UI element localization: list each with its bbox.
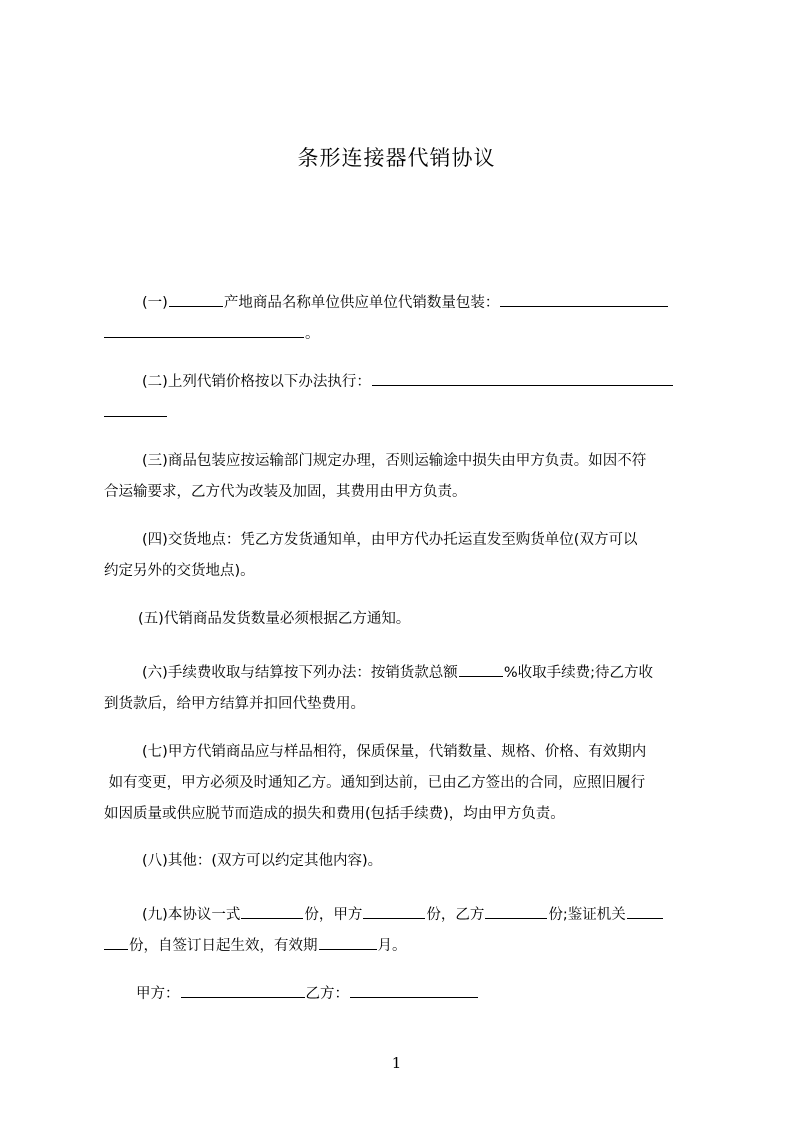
blank-field [363, 904, 425, 919]
clause-5-line-1: (五)代销商品发货数量必须根据乙方通知。 [138, 611, 411, 627]
clause-6-text-2: %收取手续费;待乙方收 [503, 665, 653, 681]
blank-field [459, 662, 503, 677]
clause-9-text-d: 份;鉴证机关 [548, 907, 626, 923]
blank-field [241, 904, 303, 919]
signature-line [104, 979, 701, 1010]
clause-9-text-b: 份，甲方 [304, 907, 363, 923]
page-number: 1 [391, 1054, 402, 1072]
clause-8 [104, 846, 701, 877]
clause-3-line-1: (三)商品包装应按运输部门规定办理，否则运输途中损失由甲方负责。如因不符 [142, 453, 647, 469]
clause-1 [104, 288, 701, 350]
clause-2 [104, 367, 701, 429]
clause-9-text-c: 份，乙方 [426, 907, 485, 923]
blank-field [104, 402, 167, 417]
blank-field [104, 323, 304, 338]
clause-6-text: (六)手续费收取与结算按下列办法：按销货款总额 [142, 665, 458, 681]
clause-7 [104, 737, 701, 830]
clause-1-end: 。 [305, 326, 320, 342]
clause-6 [104, 658, 701, 720]
clause-9-text-e: 份，自签订日起生效，有效期 [129, 938, 318, 954]
blank-field [485, 904, 547, 919]
clause-1-label: (一) [142, 295, 168, 311]
clause-7-line-1: (七)甲方代销商品应与样品相符，保质保量，代销数量、规格、价格、有效期内 [142, 744, 647, 760]
clause-9-text-a: (九)本协议一式 [142, 907, 241, 923]
party-b-blank [350, 983, 478, 998]
clause-4 [104, 525, 701, 587]
clause-4-line-1: (四)交货地点：凭乙方发货通知单，由甲方代办托运直发至购货单位(双方可以 [142, 532, 638, 548]
clause-3 [104, 446, 701, 508]
party-a-blank [181, 983, 305, 998]
clause-9 [104, 900, 701, 962]
party-b-label: 乙方： [305, 986, 349, 1002]
blank-field [500, 292, 668, 307]
blank-field [104, 935, 128, 950]
clause-9-text-f: 月。 [377, 938, 407, 954]
party-a-label: 甲方： [136, 986, 180, 1002]
clause-5 [104, 604, 701, 635]
clause-7-line-2: 如有变更，甲方必须及时通知乙方。通知到达前，已由乙方签出的合同，应照旧履行 [104, 775, 646, 791]
clause-8-line-1: (八)其他：(双方可以约定其他内容)。 [142, 853, 383, 869]
clause-6-line-2: 到货款后，给甲方结算并扣回代垫费用。 [104, 696, 365, 712]
clause-3-line-2: 合运输要求，乙方代为改装及加固，其费用由甲方负责。 [104, 484, 467, 500]
blank-field [372, 371, 673, 386]
clause-2-text: (二)上列代销价格按以下办法执行： [142, 374, 371, 390]
clause-7-line-3: 如因质量或供应脱节而造成的损失和费用(包括手续费)，均由甲方负责。 [104, 806, 565, 822]
clause-1-text: 产地商品名称单位供应单位代销数量包装： [223, 295, 500, 311]
blank-field [169, 292, 223, 307]
blank-field [627, 904, 663, 919]
document-title: 条形连接器代销协议 [297, 146, 496, 170]
clause-4-line-2: 约定另外的交货地点)。 [104, 563, 255, 579]
blank-field [319, 935, 377, 950]
